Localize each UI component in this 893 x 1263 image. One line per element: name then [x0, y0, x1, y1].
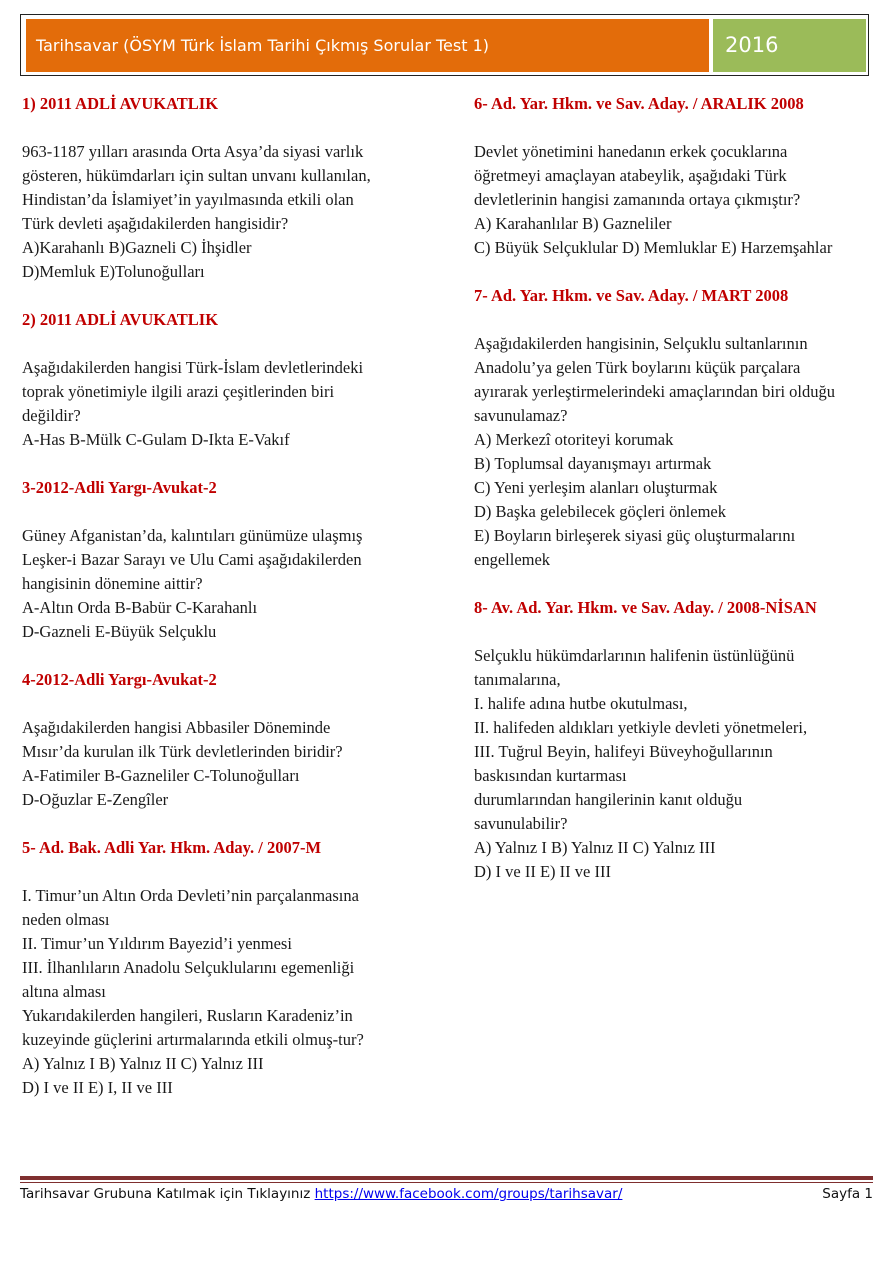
question-line: neden olması — [22, 910, 110, 929]
question-line: kuzeyinde güçlerini artırmalarında etkili olmuş-tur? — [22, 1030, 364, 1049]
document-year: 2016 — [713, 19, 866, 72]
question-line: Leşker-i Bazar Sarayı ve Ulu Cami aşağıdakilerden — [22, 550, 362, 569]
footer-divider-thin — [20, 1182, 873, 1183]
question-line: 963-1187 yılları arasında Orta Asya’da siyasi varlık — [22, 142, 364, 161]
question-line: B) Toplumsal dayanışmayı artırmak — [474, 454, 712, 473]
question-line: ayırarak yerleştirmelerindeki amaçlarından biri olduğu — [474, 382, 836, 401]
question-line: Güney Afganistan’da, kalıntıları günümüze ulaşmış — [22, 526, 363, 545]
question-line: A) Merkezî otoriteyi korumak — [474, 430, 674, 449]
question-heading: 8- Av. Ad. Yar. Hkm. ve Sav. Aday. / 2008-NİSAN — [474, 598, 817, 617]
question-line: hangisinin dönemine aittir? — [22, 574, 203, 593]
question-line: altına alması — [22, 982, 106, 1001]
question-line: Selçuklu hükümdarlarının halifenin üstünlüğünü — [474, 646, 795, 665]
question-line: A) Yalnız I B) Yalnız II C) Yalnız III — [22, 1054, 264, 1073]
page-footer — [20, 1186, 873, 1202]
question-line: tanımalarına, — [474, 670, 561, 689]
question-line: III. Tuğrul Beyin, halifeyi Büveyhoğullarının — [474, 742, 773, 761]
question-line: I. halife adına hutbe okutulması, — [474, 694, 688, 713]
question-line: C) Büyük Selçuklular D) Memluklar E) Harzemşahlar — [474, 238, 833, 257]
question-heading: 5- Ad. Bak. Adli Yar. Hkm. Aday. / 2007-M — [22, 838, 322, 857]
question-line: Aşağıdakilerden hangisi Abbasiler Döneminde — [22, 718, 331, 737]
question-line: II. Timur’un Yıldırım Bayezid’i yenmesi — [22, 934, 292, 953]
question-line: D) I ve II E) I, II ve III — [22, 1078, 173, 1097]
question-line: D) I ve II E) II ve III — [474, 862, 611, 881]
question-line: Anadolu’ya gelen Türk boylarını küçük parçalara — [474, 358, 801, 377]
question-heading: 2) 2011 ADLİ AVUKATLIK — [22, 310, 219, 329]
question-block — [474, 284, 874, 572]
question-block — [474, 92, 874, 260]
question-block — [22, 836, 432, 1100]
question-line: A) Karahanlılar B) Gazneliler — [474, 214, 672, 233]
question-block — [22, 476, 432, 644]
question-line: öğretmeyi amaçlayan atabeylik, aşağıdaki Türk — [474, 166, 787, 185]
document-title: Tarihsavar (ÖSYM Türk İslam Tarihi Çıkmış Sorular Test 1) — [26, 19, 709, 72]
page-number: Sayfa 1 — [822, 1186, 873, 1202]
question-line: Aşağıdakilerden hangisi Türk-İslam devletlerindeki — [22, 358, 364, 377]
question-block — [474, 596, 874, 884]
left-column — [22, 92, 432, 1124]
question-block — [22, 668, 432, 812]
footer-text: Tarihsavar Grubuna Katılmak için Tıklayınız — [20, 1186, 311, 1202]
question-line: Hindistan’da İslamiyet’in yayılmasında etkili olan — [22, 190, 354, 209]
question-heading: 1) 2011 ADLİ AVUKATLIK — [22, 94, 219, 113]
question-line: D-Oğuzlar E-Zengîler — [22, 790, 169, 809]
question-line: durumlarından hangilerinin kanıt olduğu — [474, 790, 743, 809]
question-line: Devlet yönetimini hanedanın erkek çocuklarına — [474, 142, 788, 161]
question-line: A)Karahanlı B)Gazneli C) İhşidler — [22, 238, 252, 257]
question-block — [22, 92, 432, 284]
question-heading: 4-2012-Adli Yargı-Avukat-2 — [22, 670, 217, 689]
question-line: Türk devleti aşağıdakilerden hangisidir? — [22, 214, 289, 233]
question-line: değildir? — [22, 406, 81, 425]
question-block — [22, 308, 432, 452]
question-line: devletlerinin hangisi zamanında ortaya çıkmıştır? — [474, 190, 801, 209]
question-line: savunulabilir? — [474, 814, 568, 833]
footer-divider — [20, 1176, 873, 1180]
question-line: A-Altın Orda B-Babür C-Karahanlı — [22, 598, 258, 617]
question-line: engellemek — [474, 550, 551, 569]
question-line: A-Fatimiler B-Gazneliler C-Tolunoğulları — [22, 766, 300, 785]
question-line: D) Başka gelebilecek göçleri önlemek — [474, 502, 726, 521]
question-line: A-Has B-Mülk C-Gulam D-Ikta E-Vakıf — [22, 430, 290, 449]
question-line: A) Yalnız I B) Yalnız II C) Yalnız III — [474, 838, 716, 857]
right-column — [474, 92, 874, 908]
question-line: savunulamaz? — [474, 406, 568, 425]
question-line: Aşağıdakilerden hangisinin, Selçuklu sultanlarının — [474, 334, 808, 353]
question-line: C) Yeni yerleşim alanları oluşturmak — [474, 478, 718, 497]
question-line: D)Memluk E)Tolunoğulları — [22, 262, 205, 281]
question-line: Mısır’da kurulan ilk Türk devletlerinden biridir? — [22, 742, 343, 761]
question-line: Yukarıdakilerden hangileri, Rusların Karadeniz’in — [22, 1006, 353, 1025]
question-heading: 7- Ad. Yar. Hkm. ve Sav. Aday. / MART 2008 — [474, 286, 789, 305]
question-line: baskısından kurtarması — [474, 766, 627, 785]
question-line: I. Timur’un Altın Orda Devleti’nin parçalanmasına — [22, 886, 359, 905]
question-line: II. halifeden aldıkları yetkiyle devleti yönetmeleri, — [474, 718, 808, 737]
question-line: III. İlhanlıların Anadolu Selçuklularını egemenliği — [22, 958, 355, 977]
question-heading: 6- Ad. Yar. Hkm. ve Sav. Aday. / ARALIK 2008 — [474, 94, 804, 113]
question-line: gösteren, hükümdarları için sultan unvanı kullanılan, — [22, 166, 371, 185]
question-line: D-Gazneli E-Büyük Selçuklu — [22, 622, 217, 641]
question-line: toprak yönetimiyle ilgili arazi çeşitlerinden biri — [22, 382, 335, 401]
facebook-group-link[interactable]: https://www.facebook.com/groups/tarihsavar/ — [314, 1186, 623, 1202]
question-line: E) Boyların birleşerek siyasi güç oluşturmalarını — [474, 526, 796, 545]
question-heading: 3-2012-Adli Yargı-Avukat-2 — [22, 478, 217, 497]
